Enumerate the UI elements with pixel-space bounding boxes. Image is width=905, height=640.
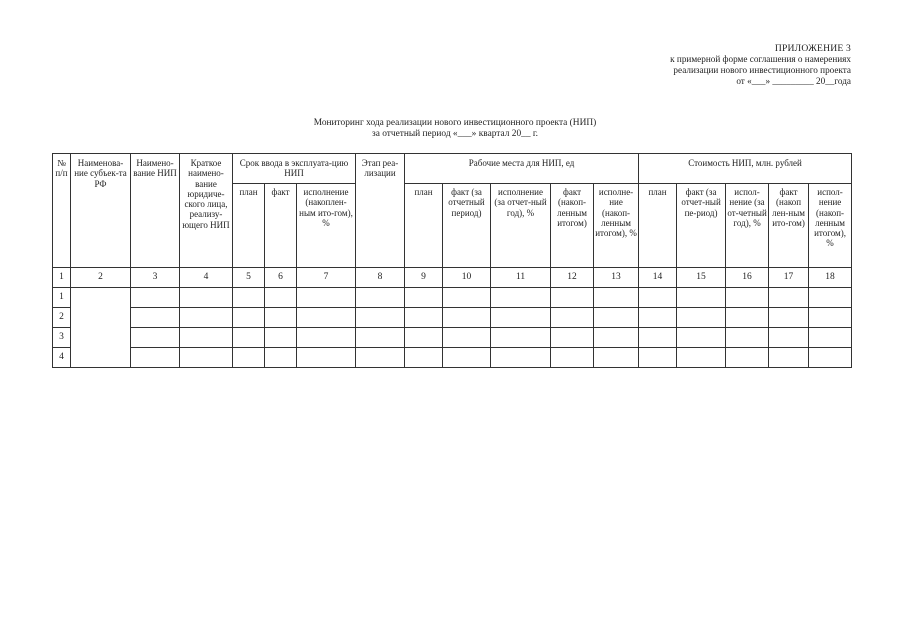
column-number: 14	[639, 268, 677, 288]
table-cell	[809, 348, 852, 368]
row-number: 2	[53, 308, 71, 328]
table-row	[53, 328, 852, 348]
table-cell	[639, 308, 677, 328]
table-cell	[405, 308, 443, 328]
table-cell	[443, 288, 491, 308]
table-cell	[443, 348, 491, 368]
column-number: 9	[405, 268, 443, 288]
column-number: 16	[726, 268, 769, 288]
header-col-14: план	[639, 184, 677, 268]
table-cell	[726, 348, 769, 368]
table-cell	[677, 308, 726, 328]
header-col-3: Наимено-вание НИП	[131, 154, 180, 268]
row-number: 3	[53, 328, 71, 348]
table-cell	[726, 328, 769, 348]
table-cell	[551, 328, 594, 348]
table-cell	[639, 288, 677, 308]
table-cell	[443, 308, 491, 328]
table-cell	[491, 288, 551, 308]
table-cell	[131, 288, 180, 308]
header-col-17: факт (накоп лен-ным ито-гом)	[769, 184, 809, 268]
table-cell	[356, 308, 405, 328]
header-col-8: Этап реа-лизации	[356, 154, 405, 268]
column-number: 10	[443, 268, 491, 288]
table-cell	[131, 348, 180, 368]
region-cell	[71, 288, 131, 368]
column-number: 11	[491, 268, 551, 288]
table-cell	[809, 288, 852, 308]
title-line-2: за отчетный период «___» квартал 20__ г.	[372, 129, 538, 139]
header-col-16: испол-нение (за от-четный год), %	[726, 184, 769, 268]
table-cell	[639, 348, 677, 368]
header-col-10: факт (за отчетный период)	[443, 184, 491, 268]
table-row	[53, 308, 852, 328]
table-cell	[551, 348, 594, 368]
table-cell	[809, 308, 852, 328]
appendix-line-3: от «___» _________ 20__года	[736, 76, 851, 86]
header-col-5: план	[233, 184, 265, 268]
header-col-13: исполне-ние (накоп-ленным итогом), %	[594, 184, 639, 268]
table-row	[53, 288, 852, 308]
header-col-11: исполнение (за отчет-ный год), %	[491, 184, 551, 268]
header-col-7: исполнение (накоплен-ным ито-гом), %	[297, 184, 356, 268]
column-number: 8	[356, 268, 405, 288]
appendix-note	[531, 43, 851, 87]
table-cell	[180, 288, 233, 308]
column-number: 13	[594, 268, 639, 288]
column-number: 18	[809, 268, 852, 288]
table-cell	[131, 308, 180, 328]
table-cell	[677, 288, 726, 308]
table-cell	[356, 348, 405, 368]
table-row	[53, 348, 852, 368]
table-cell	[265, 288, 297, 308]
table-cell	[551, 288, 594, 308]
table-cell	[726, 288, 769, 308]
column-number: 17	[769, 268, 809, 288]
appendix-line-1: к примерной форме соглашения о намерениях	[670, 54, 851, 64]
table-cell	[180, 348, 233, 368]
column-number: 5	[233, 268, 265, 288]
table-cell	[405, 328, 443, 348]
table-cell	[491, 308, 551, 328]
table-cell	[594, 288, 639, 308]
appendix-heading: ПРИЛОЖЕНИЕ 3	[774, 43, 851, 54]
column-number: 1	[53, 268, 71, 288]
title-line-1: Мониторинг хода реализации нового инвестиционного проекта (НИП)	[313, 118, 597, 128]
header-col-4: Краткое наимено-вание юридиче-ского лица, реализу-ющего НИП	[180, 154, 233, 268]
table-cell	[491, 348, 551, 368]
table-cell	[131, 328, 180, 348]
table-cell	[769, 348, 809, 368]
table-cell	[726, 308, 769, 328]
table-cell	[769, 308, 809, 328]
table-cell	[639, 328, 677, 348]
header-col-12: факт (накоп-ленным итогом)	[551, 184, 594, 268]
table-cell	[297, 328, 356, 348]
table-cell	[405, 288, 443, 308]
row-number: 1	[53, 288, 71, 308]
table-cell	[809, 328, 852, 348]
table-cell	[405, 348, 443, 368]
monitoring-table	[52, 153, 852, 368]
header-col-6: факт	[265, 184, 297, 268]
table-cell	[180, 328, 233, 348]
header-col-15: факт (за отчет-ный пе-риод)	[677, 184, 726, 268]
table-cell	[594, 348, 639, 368]
header-col-18: испол-нение (накоп-ленным итогом), %	[809, 184, 852, 268]
table-cell	[297, 288, 356, 308]
table-cell	[443, 328, 491, 348]
table-cell	[265, 308, 297, 328]
table-cell	[677, 348, 726, 368]
column-number: 12	[551, 268, 594, 288]
column-number: 15	[677, 268, 726, 288]
table-cell	[551, 308, 594, 328]
header-col-9: план	[405, 184, 443, 268]
table-cell	[265, 348, 297, 368]
header-group-cost: Стоимость НИП, млн. рублей	[639, 154, 852, 184]
table-cell	[594, 328, 639, 348]
table-cell	[769, 328, 809, 348]
table-cell	[265, 328, 297, 348]
header-col-2: Наименова-ние субъек-та РФ	[71, 154, 131, 268]
table-cell	[677, 328, 726, 348]
table-cell	[769, 288, 809, 308]
column-number: 3	[131, 268, 180, 288]
column-number-row	[53, 268, 852, 288]
document-title	[200, 118, 710, 140]
table-cell	[233, 348, 265, 368]
table-cell	[356, 328, 405, 348]
table-cell	[297, 308, 356, 328]
column-number: 6	[265, 268, 297, 288]
table-cell	[233, 288, 265, 308]
table-cell	[297, 348, 356, 368]
table-cell	[491, 328, 551, 348]
appendix-line-2: реализации нового инвестиционного проекта	[673, 65, 851, 75]
table-cell	[233, 308, 265, 328]
header-col-1: № п/п	[53, 154, 71, 268]
table-cell	[180, 308, 233, 328]
header-group-commissioning: Срок ввода в эксплуата-цию НИП	[233, 154, 356, 184]
table-cell	[594, 308, 639, 328]
column-number: 4	[180, 268, 233, 288]
header-group-jobs: Рабочие места для НИП, ед	[405, 154, 639, 184]
row-number: 4	[53, 348, 71, 368]
column-number: 7	[297, 268, 356, 288]
column-number: 2	[71, 268, 131, 288]
table-cell	[356, 288, 405, 308]
table-cell	[233, 328, 265, 348]
